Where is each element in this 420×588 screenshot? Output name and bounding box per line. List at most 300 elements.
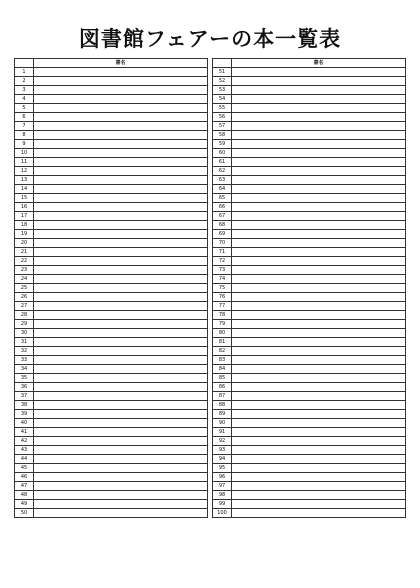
table-row [15, 158, 208, 167]
row-number: 52 [213, 77, 232, 86]
book-title [232, 491, 406, 500]
table-row [213, 338, 406, 347]
book-title [232, 194, 406, 203]
table-row [213, 248, 406, 257]
table-row [15, 302, 208, 311]
row-number: 57 [213, 122, 232, 131]
book-title [232, 500, 406, 509]
row-number: 8 [15, 131, 34, 140]
row-number: 35 [15, 374, 34, 383]
row-number: 10 [15, 149, 34, 158]
table-row [15, 86, 208, 95]
row-number: 68 [213, 221, 232, 230]
table-row [15, 446, 208, 455]
row-number: 50 [15, 509, 34, 518]
book-title [34, 158, 208, 167]
book-title [34, 239, 208, 248]
book-title [232, 401, 406, 410]
row-number: 70 [213, 239, 232, 248]
book-title [232, 311, 406, 320]
row-number: 54 [213, 95, 232, 104]
row-number: 36 [15, 383, 34, 392]
table-row [15, 212, 208, 221]
book-title [34, 284, 208, 293]
table-row [213, 185, 406, 194]
row-number: 34 [15, 365, 34, 374]
book-title [34, 86, 208, 95]
row-number: 3 [15, 86, 34, 95]
table-row [213, 194, 406, 203]
table-row [213, 131, 406, 140]
book-table-left [14, 58, 208, 518]
book-table-right [212, 58, 406, 518]
row-number: 49 [15, 500, 34, 509]
row-number: 75 [213, 284, 232, 293]
book-title [232, 428, 406, 437]
book-title [232, 86, 406, 95]
table-row [15, 374, 208, 383]
book-title [34, 230, 208, 239]
book-title [34, 113, 208, 122]
book-title [34, 329, 208, 338]
book-title [232, 104, 406, 113]
table-header-row [15, 59, 208, 68]
row-number: 95 [213, 464, 232, 473]
table-row [213, 383, 406, 392]
row-number: 6 [15, 113, 34, 122]
row-number: 62 [213, 167, 232, 176]
row-number: 19 [15, 230, 34, 239]
table-row [213, 392, 406, 401]
table-row [15, 239, 208, 248]
row-number: 88 [213, 401, 232, 410]
row-number: 93 [213, 446, 232, 455]
book-title [232, 419, 406, 428]
row-number: 21 [15, 248, 34, 257]
table-row [213, 437, 406, 446]
table-row [15, 122, 208, 131]
row-number: 5 [15, 104, 34, 113]
row-number: 39 [15, 410, 34, 419]
table-row [15, 356, 208, 365]
table-row [15, 293, 208, 302]
table-row [213, 500, 406, 509]
book-title [232, 203, 406, 212]
table-row [15, 104, 208, 113]
book-title [232, 338, 406, 347]
row-number: 15 [15, 194, 34, 203]
table-row [15, 428, 208, 437]
book-title [34, 194, 208, 203]
book-title [232, 410, 406, 419]
book-title [34, 104, 208, 113]
table-row [15, 176, 208, 185]
table-row [213, 122, 406, 131]
table-row [213, 446, 406, 455]
table-row [213, 203, 406, 212]
book-title [232, 167, 406, 176]
book-title [232, 257, 406, 266]
table-row [15, 311, 208, 320]
book-title [34, 428, 208, 437]
row-number: 16 [15, 203, 34, 212]
book-title [34, 257, 208, 266]
table-row [213, 329, 406, 338]
book-title [34, 509, 208, 518]
table-row [213, 455, 406, 464]
row-number: 76 [213, 293, 232, 302]
book-title [34, 176, 208, 185]
row-number: 82 [213, 347, 232, 356]
table-row [213, 176, 406, 185]
book-title [34, 68, 208, 77]
table-row [213, 95, 406, 104]
book-title [34, 212, 208, 221]
table-row [213, 401, 406, 410]
book-title [34, 203, 208, 212]
book-title [232, 122, 406, 131]
row-number: 67 [213, 212, 232, 221]
book-title [34, 131, 208, 140]
table-row [15, 266, 208, 275]
book-title [232, 239, 406, 248]
book-title [232, 392, 406, 401]
table-row [15, 203, 208, 212]
row-number: 12 [15, 167, 34, 176]
table-row [213, 275, 406, 284]
row-number: 25 [15, 284, 34, 293]
row-number: 97 [213, 482, 232, 491]
book-title [34, 149, 208, 158]
book-title [34, 311, 208, 320]
row-number: 65 [213, 194, 232, 203]
book-title [232, 446, 406, 455]
book-title [34, 410, 208, 419]
table-row [15, 185, 208, 194]
book-title [34, 446, 208, 455]
table-row [213, 491, 406, 500]
book-title [34, 374, 208, 383]
row-number: 94 [213, 455, 232, 464]
table-row [15, 392, 208, 401]
table-row [213, 509, 406, 518]
row-number: 99 [213, 500, 232, 509]
row-number: 20 [15, 239, 34, 248]
book-title [232, 131, 406, 140]
book-title [34, 266, 208, 275]
table-row [15, 275, 208, 284]
book-title [34, 356, 208, 365]
book-title [232, 329, 406, 338]
book-title [34, 248, 208, 257]
table-row [15, 419, 208, 428]
book-title [232, 293, 406, 302]
row-number: 47 [15, 482, 34, 491]
row-number: 72 [213, 257, 232, 266]
row-number: 18 [15, 221, 34, 230]
table-row [213, 68, 406, 77]
row-number: 38 [15, 401, 34, 410]
table-row [213, 77, 406, 86]
table-row [213, 239, 406, 248]
row-number: 40 [15, 419, 34, 428]
table-row [213, 167, 406, 176]
title-column-header: 書名 [34, 59, 208, 68]
book-title [232, 230, 406, 239]
row-number: 100 [213, 509, 232, 518]
row-number: 32 [15, 347, 34, 356]
row-number: 64 [213, 185, 232, 194]
row-number: 43 [15, 446, 34, 455]
book-title [232, 482, 406, 491]
row-number: 60 [213, 149, 232, 158]
table-row [15, 149, 208, 158]
table-row [15, 473, 208, 482]
table-row [15, 230, 208, 239]
book-title [232, 212, 406, 221]
table-row [213, 158, 406, 167]
table-row [213, 284, 406, 293]
table-row [213, 473, 406, 482]
book-title [34, 338, 208, 347]
row-number: 77 [213, 302, 232, 311]
book-title [34, 491, 208, 500]
book-title [232, 383, 406, 392]
table-row [15, 410, 208, 419]
row-number: 96 [213, 473, 232, 482]
book-title [232, 284, 406, 293]
table-row [213, 347, 406, 356]
table-row [213, 482, 406, 491]
row-number: 28 [15, 311, 34, 320]
row-number: 27 [15, 302, 34, 311]
book-title [34, 455, 208, 464]
book-title [232, 149, 406, 158]
book-title [232, 302, 406, 311]
row-number: 69 [213, 230, 232, 239]
row-number: 37 [15, 392, 34, 401]
row-number: 84 [213, 365, 232, 374]
book-tables [14, 58, 406, 518]
row-number: 53 [213, 86, 232, 95]
table-row [15, 329, 208, 338]
row-number: 61 [213, 158, 232, 167]
row-number: 51 [213, 68, 232, 77]
book-title [232, 140, 406, 149]
book-title [232, 365, 406, 374]
book-title [232, 275, 406, 284]
row-number: 56 [213, 113, 232, 122]
table-row [15, 437, 208, 446]
row-number: 78 [213, 311, 232, 320]
book-title [232, 248, 406, 257]
book-title [34, 365, 208, 374]
row-number: 26 [15, 293, 34, 302]
book-title [232, 464, 406, 473]
number-column-header [15, 59, 34, 68]
book-title [232, 266, 406, 275]
book-title [34, 293, 208, 302]
table-row [213, 320, 406, 329]
book-title [34, 275, 208, 284]
number-column-header [213, 59, 232, 68]
table-row [213, 149, 406, 158]
table-row [15, 491, 208, 500]
book-title [34, 320, 208, 329]
table-row [213, 428, 406, 437]
table-row [213, 113, 406, 122]
book-title [34, 77, 208, 86]
book-title [232, 320, 406, 329]
table-row [15, 347, 208, 356]
row-number: 7 [15, 122, 34, 131]
row-number: 45 [15, 464, 34, 473]
row-number: 29 [15, 320, 34, 329]
table-row [213, 410, 406, 419]
book-title [232, 374, 406, 383]
book-title [34, 347, 208, 356]
book-title [34, 383, 208, 392]
table-row [15, 77, 208, 86]
book-title [232, 185, 406, 194]
book-title [232, 68, 406, 77]
book-title [34, 473, 208, 482]
row-number: 73 [213, 266, 232, 275]
book-title [34, 221, 208, 230]
row-number: 9 [15, 140, 34, 149]
table-row [213, 104, 406, 113]
table-row [213, 212, 406, 221]
book-table-left-body [15, 68, 208, 518]
row-number: 63 [213, 176, 232, 185]
table-row [213, 464, 406, 473]
book-title [34, 140, 208, 149]
table-row [15, 248, 208, 257]
book-title [34, 122, 208, 131]
row-number: 48 [15, 491, 34, 500]
table-row [213, 419, 406, 428]
row-number: 71 [213, 248, 232, 257]
table-row [15, 482, 208, 491]
row-number: 92 [213, 437, 232, 446]
book-title [232, 176, 406, 185]
table-row [15, 320, 208, 329]
book-title [232, 77, 406, 86]
table-row [213, 140, 406, 149]
book-table-right-body [213, 68, 406, 518]
table-row [15, 113, 208, 122]
row-number: 74 [213, 275, 232, 284]
row-number: 90 [213, 419, 232, 428]
book-title [232, 158, 406, 167]
row-number: 42 [15, 437, 34, 446]
book-title [232, 356, 406, 365]
document-title: 図書館フェアーの本一覧表 [78, 27, 342, 51]
row-number: 58 [213, 131, 232, 140]
book-title [34, 167, 208, 176]
book-title [34, 500, 208, 509]
row-number: 44 [15, 455, 34, 464]
table-row [15, 401, 208, 410]
book-title [232, 473, 406, 482]
row-number: 87 [213, 392, 232, 401]
row-number: 66 [213, 203, 232, 212]
row-number: 91 [213, 428, 232, 437]
row-number: 80 [213, 329, 232, 338]
row-number: 22 [15, 257, 34, 266]
table-row [15, 68, 208, 77]
book-title [34, 185, 208, 194]
table-row [15, 500, 208, 509]
row-number: 24 [15, 275, 34, 284]
table-row [15, 131, 208, 140]
book-title [34, 419, 208, 428]
title-column-header: 書名 [232, 59, 406, 68]
table-row [15, 455, 208, 464]
row-number: 89 [213, 410, 232, 419]
table-row [213, 356, 406, 365]
row-number: 23 [15, 266, 34, 275]
row-number: 55 [213, 104, 232, 113]
table-row [15, 140, 208, 149]
table-row [213, 365, 406, 374]
book-title [232, 347, 406, 356]
book-title [34, 464, 208, 473]
table-row [213, 311, 406, 320]
row-number: 98 [213, 491, 232, 500]
table-row [15, 383, 208, 392]
table-row [15, 365, 208, 374]
table-row [213, 221, 406, 230]
row-number: 17 [15, 212, 34, 221]
table-row [15, 338, 208, 347]
row-number: 31 [15, 338, 34, 347]
row-number: 2 [15, 77, 34, 86]
row-number: 14 [15, 185, 34, 194]
row-number: 33 [15, 356, 34, 365]
table-row [213, 257, 406, 266]
table-row [213, 302, 406, 311]
table-row [15, 464, 208, 473]
table-row [213, 86, 406, 95]
row-number: 41 [15, 428, 34, 437]
book-title [232, 221, 406, 230]
book-title [232, 95, 406, 104]
table-row [15, 95, 208, 104]
table-row [15, 257, 208, 266]
row-number: 85 [213, 374, 232, 383]
row-number: 81 [213, 338, 232, 347]
table-row [15, 284, 208, 293]
table-row [213, 266, 406, 275]
table-row [15, 194, 208, 203]
row-number: 79 [213, 320, 232, 329]
book-title [232, 509, 406, 518]
book-title [34, 401, 208, 410]
book-title [34, 392, 208, 401]
row-number: 59 [213, 140, 232, 149]
row-number: 4 [15, 95, 34, 104]
table-header-row [213, 59, 406, 68]
table-row [15, 221, 208, 230]
row-number: 1 [15, 68, 34, 77]
row-number: 13 [15, 176, 34, 185]
row-number: 46 [15, 473, 34, 482]
row-number: 30 [15, 329, 34, 338]
book-title [34, 95, 208, 104]
book-title [232, 113, 406, 122]
book-title [232, 437, 406, 446]
